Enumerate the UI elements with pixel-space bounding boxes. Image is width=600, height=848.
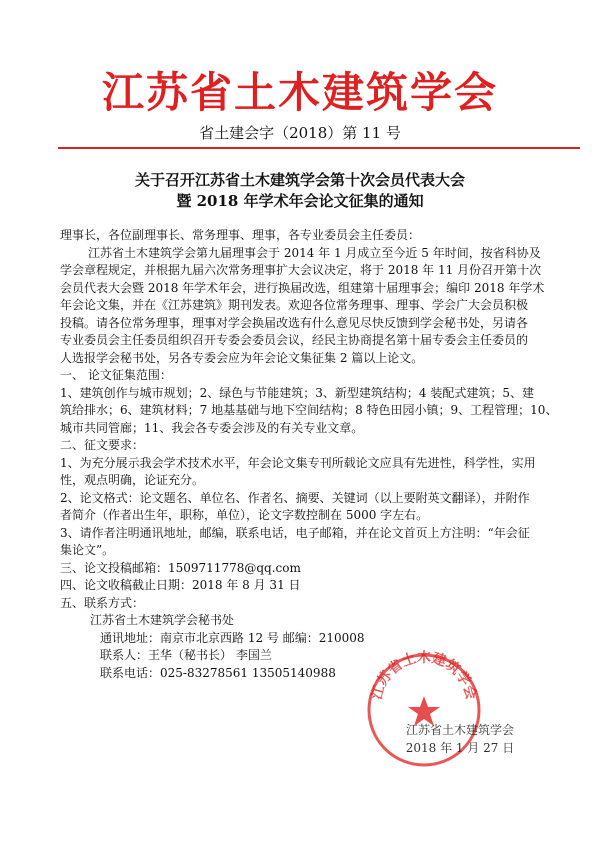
section-line: 3、请作者注明通讯地址，邮编，联系电话，电子邮箱，并在论文首页上方注明：“年会征 xyxy=(60,525,530,540)
section-line: 集论文”。 xyxy=(60,543,115,557)
intro-line: 年会论文集，并在《江苏建筑》期刊发表。欢迎各位常务理事、理事、学会广大会员积极 xyxy=(60,298,529,312)
section-line: 2、论文格式：论文题名、单位名、作者名、摘要、关键词（以上要附英文翻译），并附作 xyxy=(60,490,530,505)
intro-line: 江苏省土木建筑学会第九届理事会于 2014 年 1 月成立至今近 5 年时间，按省科协及 xyxy=(88,245,541,260)
section-line: 1、建筑创作与城市规划；2、绿色与节能建筑；3、新型建筑结构；4 装配式建筑；5、建 xyxy=(60,385,534,400)
section-line: 者简介（作者出生年，职称，单位），论文字数控制在 5000 字左右。 xyxy=(60,508,429,522)
intro-line: 专业委员会主任委员组织召开专委会委员会议，经民主协商提名第十届专委会主任委员的 xyxy=(60,333,529,347)
document-number: 省土建会字（2018）第 11 号 xyxy=(199,124,401,142)
intro-line: 会员代表大会暨 2018 年学术年会，进行换届改选，组建第十届理事会；编印 2018 年学术 xyxy=(60,280,545,295)
section-line: 性，观点明确，论证充分。 xyxy=(60,473,205,487)
contact-phone: 联系电话：025-83278561 13505140988 xyxy=(100,665,336,680)
notice-title-line: 关于召开江苏省土木建筑学会第十次会员代表大会 xyxy=(134,171,465,189)
section-heading: 二、征文要求： xyxy=(60,438,145,452)
section-heading: 一、 论文征集范围： xyxy=(60,368,172,382)
svg-text:江苏省土木建筑学会 xyxy=(369,650,480,702)
intro-line: 人选报学会秘书处，另各专委会应为年会论文集征集 2 篇以上论文。 xyxy=(60,350,424,365)
signature-date: 2018 年 1 月 27 日 xyxy=(405,740,515,755)
submission-email: 三、论文投稿邮箱：1509711778@qq.com xyxy=(60,560,301,575)
signature-block xyxy=(360,722,560,757)
notice-title-line: 暨 2018 年学术年会论文征集的通知 xyxy=(176,192,424,210)
intro-line: 学会章程规定，并根据九届六次常务理事扩大会议决定，将于 2018 年 11 月份召开第十次 xyxy=(60,263,542,277)
notice-body xyxy=(60,227,580,682)
section-line: 1、为充分展示我会学术技术水平，年会论文集专刊所载论文应具有先进性，科学性，实用 xyxy=(60,455,536,470)
contact-people: 联系人：王华（秘书长） 李国兰 xyxy=(100,648,272,662)
signature-organization: 江苏省土木建筑学会 xyxy=(405,723,514,737)
section-line: 筑给排水；6、建筑材料；7 地基基础与地下空间结构；8 特色田园小镇；9、工程管理；10、 xyxy=(60,403,558,417)
section-heading: 五、联系方式： xyxy=(60,595,145,610)
section-line: 城市共同管廊；11、我会各专委会涉及的有关专业文章。 xyxy=(60,420,364,435)
contact-organization: 江苏省土木建筑学会秘书处 xyxy=(90,613,235,627)
notice-title xyxy=(0,170,600,212)
intro-line: 投稿。请各位常务理事，理事对学会换届改选有什么意见尽快反馈到学会秘书处，另请各 xyxy=(60,315,529,330)
submission-deadline: 四、论文收稿截止日期：2018 年 8 月 31 日 xyxy=(60,578,301,592)
contact-address: 通讯地址：南京市北京西路 12 号 邮编：210008 xyxy=(100,630,365,645)
seal-ring-text: 江苏省土木建筑学会 xyxy=(369,650,479,702)
organization-title: 江苏省土木建筑学会 xyxy=(101,68,498,117)
salutation: 理事长，各位副理事长、常务理事、理事，各专业委员会主任委员： xyxy=(60,228,421,242)
header-divider xyxy=(58,147,580,149)
